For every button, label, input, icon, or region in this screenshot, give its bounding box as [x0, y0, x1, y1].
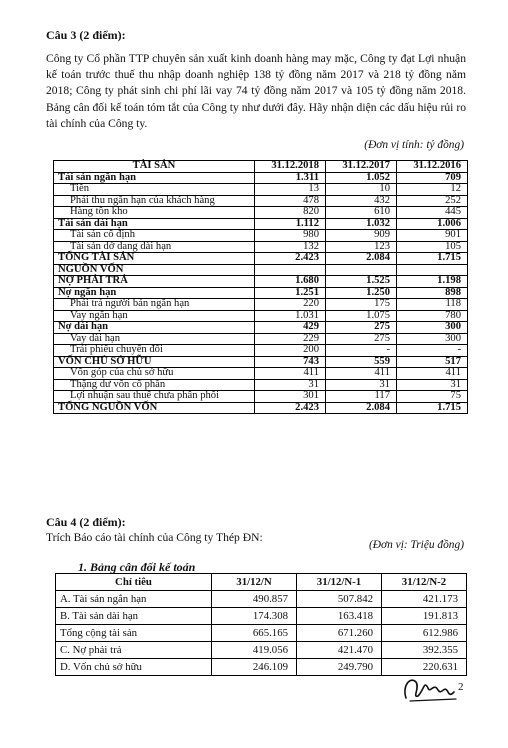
row-label: C. Nợ phải trả: [56, 642, 212, 659]
row-label: Tài sản dài hạn: [54, 218, 255, 230]
row-value: 10: [326, 184, 397, 196]
row-label: Tài sản cố định: [54, 230, 255, 242]
row-label: Tài sản dở dang dài hạn: [54, 241, 255, 253]
row-value: 300: [397, 322, 468, 334]
row-value: 252: [397, 195, 468, 207]
row-label: Lợi nhuận sau thuế chưa phân phối: [54, 391, 255, 403]
row-label: Vay dài hạn: [54, 333, 255, 345]
row-value: 301: [255, 391, 326, 403]
row-value: 117: [326, 391, 397, 403]
row-value: 163.418: [297, 608, 382, 625]
row-value: 1.075: [326, 310, 397, 322]
row-value: 275: [326, 322, 397, 334]
row-value: 2.084: [326, 402, 397, 414]
row-value: 75: [397, 391, 468, 403]
row-value: 421.173: [382, 591, 467, 608]
row-value: 665.165: [212, 625, 297, 642]
row-value: 612.986: [382, 625, 467, 642]
table-row: [54, 184, 468, 196]
table-row: [56, 625, 467, 642]
row-value: 411: [397, 368, 468, 380]
row-value: 820: [255, 207, 326, 219]
row-value: 13: [255, 184, 326, 196]
question-4-title: Câu 4 (2 điểm):: [46, 515, 126, 529]
table-row: [54, 253, 468, 265]
row-value: 898: [397, 287, 468, 299]
table-row: [54, 379, 468, 391]
row-value: 909: [326, 230, 397, 242]
row-label: Tổng cộng tài sản: [56, 625, 212, 642]
row-value: 411: [255, 368, 326, 380]
row-value: 249.790: [297, 659, 382, 676]
row-value: 132: [255, 241, 326, 253]
row-value: 1.251: [255, 287, 326, 299]
table-row: [54, 391, 468, 403]
row-value: 671.260: [297, 625, 382, 642]
row-value: 1.052: [326, 172, 397, 184]
table-row: [54, 218, 468, 230]
row-value: 31: [397, 379, 468, 391]
row-value: 1.525: [326, 276, 397, 288]
row-value: 478: [255, 195, 326, 207]
row-label: Tiền: [54, 184, 255, 196]
row-value: 174.308: [212, 608, 297, 625]
header-cell: 31.12.2017: [326, 161, 397, 173]
row-value: 743: [255, 356, 326, 368]
row-value: 1.031: [255, 310, 326, 322]
row-value: 421.470: [297, 642, 382, 659]
row-value: 392.355: [382, 642, 467, 659]
row-label: Hàng tồn kho: [54, 207, 255, 219]
row-value: 229: [255, 333, 326, 345]
row-value: 432: [326, 195, 397, 207]
table-row: [54, 230, 468, 242]
row-value: 980: [255, 230, 326, 242]
header-cell: TÀI SẢN: [54, 161, 255, 173]
header-cell: 31/12/N-1: [297, 574, 382, 591]
table-row: [56, 642, 467, 659]
row-label: Thặng dư vốn cổ phần: [54, 379, 255, 391]
row-value: 220: [255, 299, 326, 311]
handwritten-signature: [400, 668, 470, 708]
row-value: 1.006: [397, 218, 468, 230]
table-row: [54, 299, 468, 311]
table-header-row: [56, 574, 467, 591]
header-cell: 31/12/N-2: [382, 574, 467, 591]
page-number: 2: [458, 681, 464, 693]
row-label: Tài sản ngắn hạn: [54, 172, 255, 184]
row-value: 429: [255, 322, 326, 334]
row-value: 31: [255, 379, 326, 391]
question-4-text: Trích Báo cáo tài chính của Công ty Thép ĐN:: [46, 531, 263, 544]
table-row: [54, 195, 468, 207]
question-3-paragraph: Công ty Cổ phần TTP chuyên sản xuất kinh doanh hàng may mặc, Công ty đạt Lợi nhuận kế toán trước thuế thu nhập doanh nghiệp 138 tỷ đồng năm 2017 và 218 tỷ đồng năm 2018; Công ty phát sinh chi phí lãi vay 74 tỷ đồng năm 2017 và 105 tỷ đồng năm 2018. Bảng cân đối kế toán tóm tắt của Công ty như dưới đây. Hãy nhận diện các dấu hiệu rủi ro tài chính của Công ty.: [46, 52, 466, 130]
row-label: D. Vốn chủ sở hữu: [56, 659, 212, 676]
table-header-row: [54, 161, 468, 173]
table-row: [54, 368, 468, 380]
row-value: 2.423: [255, 402, 326, 414]
row-value: 610: [326, 207, 397, 219]
row-value: 1.715: [397, 253, 468, 265]
row-value: 1.715: [397, 402, 468, 414]
row-label: Phải thu ngắn hạn của khách hàng: [54, 195, 255, 207]
row-label: Vốn góp của chủ sở hữu: [54, 368, 255, 380]
row-value: 709: [397, 172, 468, 184]
table-row: [54, 287, 468, 299]
row-label: B. Tài sản dài hạn: [56, 608, 212, 625]
row-value: 411: [326, 368, 397, 380]
row-value: 1.112: [255, 218, 326, 230]
table-row: [54, 276, 468, 288]
row-label: NỢ PHẢI TRẢ: [54, 276, 255, 288]
table-row: [54, 172, 468, 184]
row-value: 105: [397, 241, 468, 253]
row-value: 12: [397, 184, 468, 196]
row-value: 1.311: [255, 172, 326, 184]
row-label: A. Tài sản ngắn hạn: [56, 591, 212, 608]
row-value: 507.842: [297, 591, 382, 608]
row-label: TỔNG TÀI SẢN: [54, 253, 255, 265]
row-value: 118: [397, 299, 468, 311]
row-label: Nợ dài hạn: [54, 322, 255, 334]
table-row: [54, 402, 468, 414]
row-value: 246.109: [212, 659, 297, 676]
row-label: NGUỒN VỐN: [54, 264, 255, 276]
row-value: 300: [397, 333, 468, 345]
row-value: [255, 264, 326, 276]
row-label: Vay ngắn hạn: [54, 310, 255, 322]
row-label: Phải trả người bán ngắn hạn: [54, 299, 255, 311]
table-row: [54, 322, 468, 334]
row-value: 1.250: [326, 287, 397, 299]
row-label: TỔNG NGUỒN VỐN: [54, 402, 255, 414]
row-value: 445: [397, 207, 468, 219]
row-value: 220.631: [382, 659, 467, 676]
balance-sheet-table-q3: [53, 160, 468, 414]
row-value: 2.084: [326, 253, 397, 265]
row-value: 419.056: [212, 642, 297, 659]
row-value: -: [397, 345, 468, 357]
row-value: 275: [326, 333, 397, 345]
header-cell: 31.12.2016: [397, 161, 468, 173]
table-row: [56, 608, 467, 625]
balance-sheet-table-q4: [55, 573, 467, 676]
row-value: 2.423: [255, 253, 326, 265]
row-label: VỐN CHỦ SỞ HỮU: [54, 356, 255, 368]
table-row: [54, 241, 468, 253]
question-3-title: Câu 3 (2 điểm):: [46, 28, 126, 42]
row-value: 1.680: [255, 276, 326, 288]
header-cell: Chỉ tiêu: [56, 574, 212, 591]
row-value: 123: [326, 241, 397, 253]
table-row: [54, 345, 468, 357]
table-row: [54, 264, 468, 276]
section-subtitle: 1. Bảng cân đối kế toán: [78, 560, 196, 574]
table-row: [54, 333, 468, 345]
header-cell: 31.12.2018: [255, 161, 326, 173]
row-label: Trái phiếu chuyển đổi: [54, 345, 255, 357]
row-value: 1.032: [326, 218, 397, 230]
row-value: 175: [326, 299, 397, 311]
row-value: 517: [397, 356, 468, 368]
table-row: [54, 207, 468, 219]
row-value: 200: [255, 345, 326, 357]
question-4-unit: (Đơn vị: Triệu đồng): [369, 539, 464, 551]
row-value: [397, 264, 468, 276]
row-label: Nợ ngắn hạn: [54, 287, 255, 299]
row-value: 901: [397, 230, 468, 242]
question-3-unit: (Đơn vị tính: tỷ đồng): [364, 139, 464, 151]
row-value: -: [326, 345, 397, 357]
row-value: 1.198: [397, 276, 468, 288]
row-value: 31: [326, 379, 397, 391]
table-row: [56, 591, 467, 608]
row-value: 780: [397, 310, 468, 322]
row-value: 490.857: [212, 591, 297, 608]
table-row: [54, 356, 468, 368]
row-value: 559: [326, 356, 397, 368]
table-row: [54, 310, 468, 322]
row-value: 191.813: [382, 608, 467, 625]
row-value: [326, 264, 397, 276]
header-cell: 31/12/N: [212, 574, 297, 591]
